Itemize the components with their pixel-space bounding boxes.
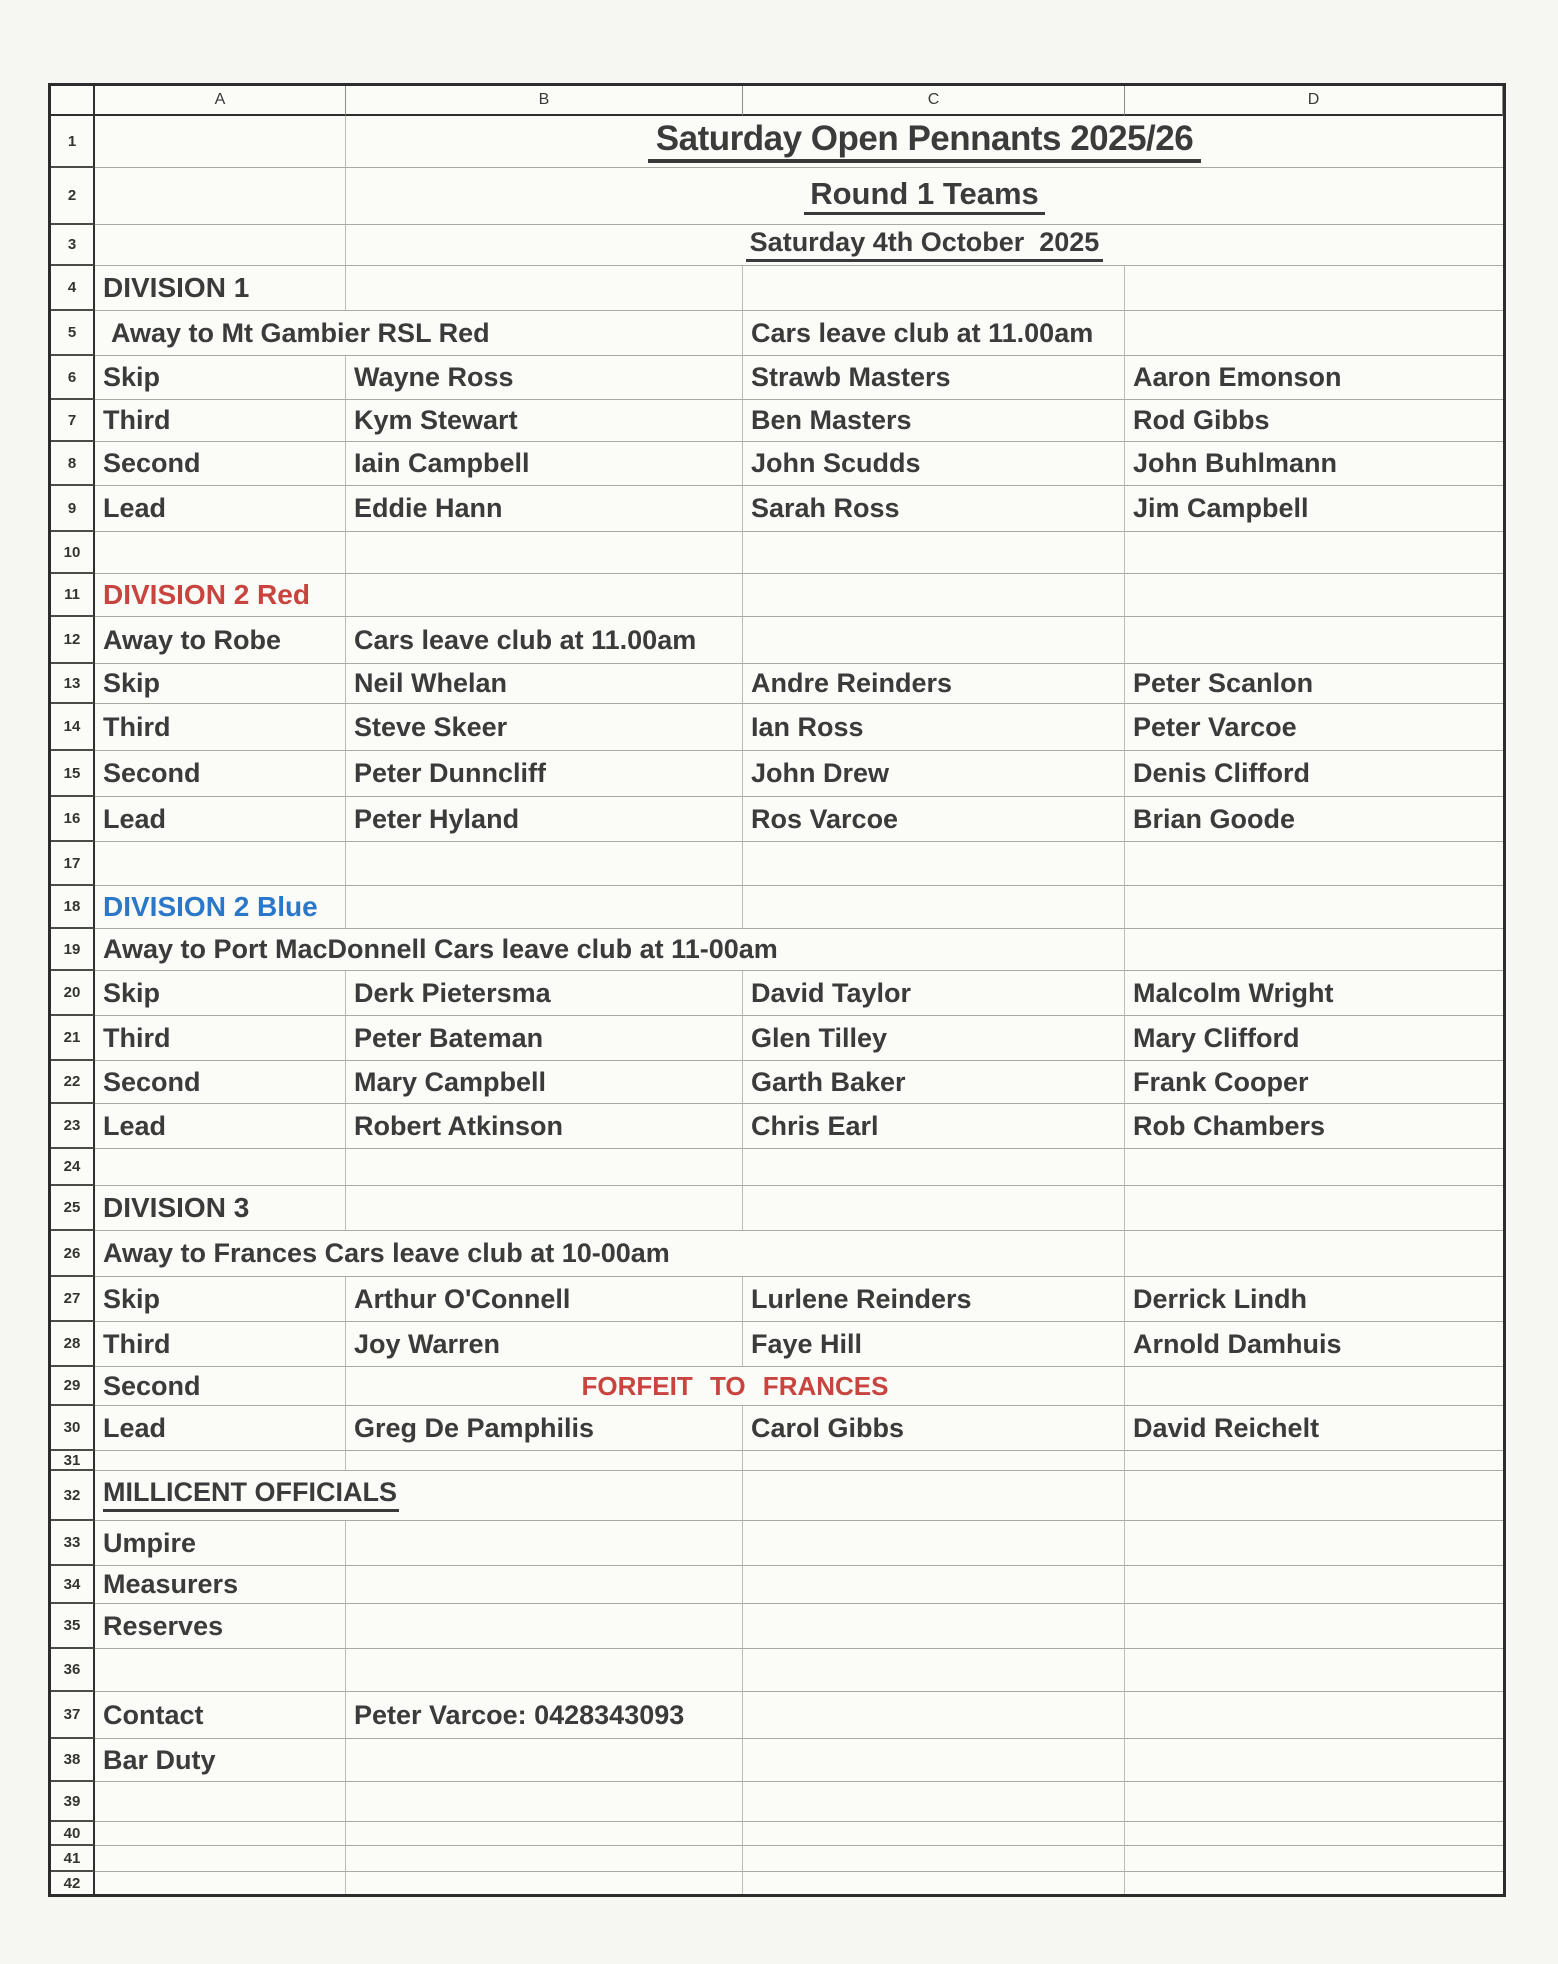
- player-cell: Frank Cooper: [1125, 1061, 1503, 1104]
- empty-cell: [1125, 929, 1503, 971]
- row-number: 29: [51, 1367, 95, 1406]
- player-cell: Derrick Lindh: [1125, 1277, 1503, 1322]
- spacer-row: [51, 842, 1503, 886]
- division2red-lead-row: [51, 797, 1503, 842]
- player-cell: Wayne Ross: [346, 356, 743, 400]
- corner-cell: [51, 86, 95, 116]
- empty-cell: [1125, 617, 1503, 664]
- empty-cell: [743, 266, 1125, 311]
- empty-cell: [1125, 1649, 1503, 1692]
- umpire-label: Umpire: [95, 1521, 346, 1566]
- empty-cell: [346, 1649, 743, 1692]
- player-cell: Derk Pietersma: [346, 971, 743, 1016]
- sheet-title-cell: [346, 116, 1503, 168]
- empty-cell: [95, 116, 346, 168]
- empty-cell: [346, 532, 743, 574]
- position-cell: Third: [95, 400, 346, 442]
- division2blue-skip-row: [51, 971, 1503, 1016]
- empty-cell: [743, 1872, 1125, 1894]
- spacer-row: [51, 532, 1503, 574]
- col-header-c: C: [743, 86, 1125, 116]
- row-number: 15: [51, 751, 95, 797]
- player-cell: Glen Tilley: [743, 1016, 1125, 1061]
- empty-cell: [1125, 842, 1503, 886]
- officials-heading: MILLICENT OFFICIALS: [103, 1479, 399, 1512]
- player-cell: Chris Earl: [743, 1104, 1125, 1149]
- row-number: 20: [51, 971, 95, 1016]
- round-row: [51, 168, 1503, 225]
- empty-cell: [743, 1604, 1125, 1649]
- empty-cell: [1125, 1782, 1503, 1822]
- division3-skip-row: [51, 1277, 1503, 1322]
- division3-travel-row: [51, 1231, 1503, 1277]
- col-header-a: A: [95, 86, 346, 116]
- row-number: 38: [51, 1739, 95, 1782]
- player-cell: Aaron Emonson: [1125, 356, 1503, 400]
- row-number: 24: [51, 1149, 95, 1186]
- row-number: 22: [51, 1061, 95, 1104]
- empty-cell: [346, 574, 743, 617]
- position-cell: Third: [95, 1016, 346, 1061]
- empty-cell: [1125, 266, 1503, 311]
- empty-cell: [743, 1521, 1125, 1566]
- player-cell: Peter Hyland: [346, 797, 743, 842]
- empty-cell: [1125, 1739, 1503, 1782]
- contact-label: Contact: [95, 1692, 346, 1739]
- row-number: 23: [51, 1104, 95, 1149]
- player-cell: Lurlene Reinders: [743, 1277, 1125, 1322]
- row-number: 31: [51, 1451, 95, 1471]
- position-cell: Lead: [95, 486, 346, 532]
- empty-cell: [1125, 574, 1503, 617]
- player-cell: Mary Clifford: [1125, 1016, 1503, 1061]
- player-cell: John Scudds: [743, 442, 1125, 486]
- empty-cell: [346, 1604, 743, 1649]
- row-number: 19: [51, 929, 95, 971]
- empty-cell: [346, 266, 743, 311]
- empty-cell: [95, 225, 346, 266]
- position-cell: Third: [95, 1322, 346, 1367]
- empty-cell: [1125, 886, 1503, 929]
- spreadsheet: [48, 83, 1506, 1897]
- bar-duty-row: [51, 1739, 1503, 1782]
- spacer-row: [51, 1782, 1503, 1822]
- row-number: 30: [51, 1406, 95, 1451]
- empty-cell: [1125, 1692, 1503, 1739]
- player-cell: Ian Ross: [743, 704, 1125, 751]
- empty-cell: [346, 1451, 743, 1471]
- empty-cell: [346, 1566, 743, 1604]
- empty-cell: [95, 1149, 346, 1186]
- player-cell: Iain Campbell: [346, 442, 743, 486]
- empty-cell: [1125, 1872, 1503, 1894]
- bar-duty-label: Bar Duty: [95, 1739, 346, 1782]
- empty-cell: [346, 1521, 743, 1566]
- position-cell: Lead: [95, 797, 346, 842]
- row-number: 27: [51, 1277, 95, 1322]
- row-number: 37: [51, 1692, 95, 1739]
- division2blue-away: Away to Port MacDonnell Cars leave club at 11-00am: [95, 929, 1125, 971]
- empty-cell: [95, 168, 346, 225]
- empty-cell: [1125, 1521, 1503, 1566]
- player-cell: Peter Bateman: [346, 1016, 743, 1061]
- empty-cell: [743, 532, 1125, 574]
- player-cell: David Taylor: [743, 971, 1125, 1016]
- division1-heading-row: [51, 266, 1503, 311]
- empty-cell: [1125, 1604, 1503, 1649]
- empty-cell: [743, 1451, 1125, 1471]
- row-number: 36: [51, 1649, 95, 1692]
- empty-cell: [1125, 1846, 1503, 1872]
- position-cell: Third: [95, 704, 346, 751]
- empty-cell: [346, 886, 743, 929]
- division1-third-row: [51, 400, 1503, 442]
- division2red-skip-row: [51, 664, 1503, 704]
- division2red-heading: DIVISION 2 Red: [95, 574, 346, 617]
- row-number: 26: [51, 1231, 95, 1277]
- date-cell: [346, 225, 1503, 266]
- row-number: 5: [51, 311, 95, 356]
- empty-cell: [95, 1822, 346, 1846]
- position-cell: Skip: [95, 1277, 346, 1322]
- empty-cell: [743, 1649, 1125, 1692]
- division1-cars: Cars leave club at 11.00am: [743, 311, 1125, 356]
- reserves-label: Reserves: [95, 1604, 346, 1649]
- empty-cell: [346, 1846, 743, 1872]
- player-cell: Eddie Hann: [346, 486, 743, 532]
- measurers-row: [51, 1566, 1503, 1604]
- player-cell: Ben Masters: [743, 400, 1125, 442]
- row-number: 14: [51, 704, 95, 751]
- empty-cell: [743, 617, 1125, 664]
- player-cell: Kym Stewart: [346, 400, 743, 442]
- forfeit-cell: [346, 1367, 1125, 1406]
- round-title: Round 1 Teams: [804, 178, 1045, 215]
- position-cell: Second: [95, 751, 346, 797]
- row-number: 32: [51, 1471, 95, 1521]
- empty-cell: [743, 1846, 1125, 1872]
- row-number: 7: [51, 400, 95, 442]
- date-row: [51, 225, 1503, 266]
- division1-travel-row: [51, 311, 1503, 356]
- empty-cell: [346, 1149, 743, 1186]
- player-cell: Strawb Masters: [743, 356, 1125, 400]
- position-cell: Skip: [95, 664, 346, 704]
- row-number: 1: [51, 116, 95, 168]
- division2blue-lead-row: [51, 1104, 1503, 1149]
- contact-row: [51, 1692, 1503, 1739]
- position-cell: Skip: [95, 356, 346, 400]
- row-number: 10: [51, 532, 95, 574]
- officials-heading-cell: [95, 1471, 743, 1521]
- row-number: 3: [51, 225, 95, 266]
- empty-cell: [743, 1149, 1125, 1186]
- date-text: Saturday 4th October 2025: [746, 229, 1104, 262]
- row-number: 12: [51, 617, 95, 664]
- player-cell: Steve Skeer: [346, 704, 743, 751]
- empty-cell: [95, 1649, 346, 1692]
- spacer-row: [51, 1649, 1503, 1692]
- player-cell: Greg De Pamphilis: [346, 1406, 743, 1451]
- division1-lead-row: [51, 486, 1503, 532]
- division2blue-heading: DIVISION 2 Blue: [95, 886, 346, 929]
- player-cell: Peter Dunncliff: [346, 751, 743, 797]
- division2blue-travel-row: [51, 929, 1503, 971]
- empty-cell: [95, 1451, 346, 1471]
- row-number: 35: [51, 1604, 95, 1649]
- row-number: 28: [51, 1322, 95, 1367]
- umpire-row: [51, 1521, 1503, 1566]
- row-number: 11: [51, 574, 95, 617]
- spacer-row: [51, 1822, 1503, 1846]
- player-cell: Sarah Ross: [743, 486, 1125, 532]
- empty-cell: [346, 1186, 743, 1231]
- row-number: 21: [51, 1016, 95, 1061]
- player-cell: Rod Gibbs: [1125, 400, 1503, 442]
- position-cell: Skip: [95, 971, 346, 1016]
- spacer-row: [51, 1872, 1503, 1894]
- forfeit-text: FORFEIT TO FRANCES: [581, 1371, 889, 1401]
- division1-second-row: [51, 442, 1503, 486]
- empty-cell: [743, 574, 1125, 617]
- empty-cell: [743, 1739, 1125, 1782]
- player-cell: Peter Varcoe: [1125, 704, 1503, 751]
- empty-cell: [1125, 1149, 1503, 1186]
- division2red-cars: Cars leave club at 11.00am: [346, 617, 743, 664]
- empty-cell: [1125, 311, 1503, 356]
- empty-cell: [95, 1846, 346, 1872]
- empty-cell: [1125, 1822, 1503, 1846]
- division2red-heading-row: [51, 574, 1503, 617]
- row-number: 33: [51, 1521, 95, 1566]
- row-number: 40: [51, 1822, 95, 1846]
- position-cell: Second: [95, 1367, 346, 1406]
- empty-cell: [743, 1782, 1125, 1822]
- empty-cell: [743, 1692, 1125, 1739]
- empty-cell: [95, 1782, 346, 1822]
- empty-cell: [346, 1822, 743, 1846]
- player-cell: Garth Baker: [743, 1061, 1125, 1104]
- division2red-second-row: [51, 751, 1503, 797]
- player-cell: Rob Chambers: [1125, 1104, 1503, 1149]
- spacer-row: [51, 1149, 1503, 1186]
- empty-cell: [346, 1739, 743, 1782]
- division2blue-second-row: [51, 1061, 1503, 1104]
- row-number: 34: [51, 1566, 95, 1604]
- division3-second-row: [51, 1367, 1503, 1406]
- player-cell: David Reichelt: [1125, 1406, 1503, 1451]
- sheet-title: Saturday Open Pennants 2025/26: [648, 121, 1201, 163]
- empty-cell: [743, 1186, 1125, 1231]
- player-cell: Ros Varcoe: [743, 797, 1125, 842]
- division2red-third-row: [51, 704, 1503, 751]
- column-header-row: [51, 86, 1503, 116]
- division3-third-row: [51, 1322, 1503, 1367]
- division2blue-heading-row: [51, 886, 1503, 929]
- division1-heading: DIVISION 1: [95, 266, 346, 311]
- player-cell: Faye Hill: [743, 1322, 1125, 1367]
- round-title-cell: [346, 168, 1503, 225]
- player-cell: Mary Campbell: [346, 1061, 743, 1104]
- player-cell: Malcolm Wright: [1125, 971, 1503, 1016]
- row-number: 18: [51, 886, 95, 929]
- row-number: 39: [51, 1782, 95, 1822]
- player-cell: Brian Goode: [1125, 797, 1503, 842]
- empty-cell: [1125, 532, 1503, 574]
- division3-heading: DIVISION 3: [95, 1186, 346, 1231]
- division3-away: Away to Frances Cars leave club at 10-00am: [95, 1231, 1125, 1277]
- contact-value: Peter Varcoe: 0428343093: [346, 1692, 743, 1739]
- position-cell: Lead: [95, 1406, 346, 1451]
- division2red-away: Away to Robe: [95, 617, 346, 664]
- player-cell: Arthur O'Connell: [346, 1277, 743, 1322]
- player-cell: Denis Clifford: [1125, 751, 1503, 797]
- empty-cell: [346, 842, 743, 886]
- empty-cell: [95, 842, 346, 886]
- empty-cell: [1125, 1451, 1503, 1471]
- division3-lead-row: [51, 1406, 1503, 1451]
- division2red-travel-row: [51, 617, 1503, 664]
- empty-cell: [346, 1872, 743, 1894]
- division1-away: Away to Mt Gambier RSL Red: [95, 311, 743, 356]
- empty-cell: [1125, 1566, 1503, 1604]
- row-number: 9: [51, 486, 95, 532]
- player-cell: Peter Scanlon: [1125, 664, 1503, 704]
- empty-cell: [743, 1822, 1125, 1846]
- row-number: 41: [51, 1846, 95, 1872]
- empty-cell: [1125, 1231, 1503, 1277]
- spacer-row: [51, 1846, 1503, 1872]
- row-number: 6: [51, 356, 95, 400]
- player-cell: Jim Campbell: [1125, 486, 1503, 532]
- spacer-row: [51, 1451, 1503, 1471]
- empty-cell: [743, 842, 1125, 886]
- empty-cell: [743, 1471, 1125, 1521]
- reserves-row: [51, 1604, 1503, 1649]
- player-cell: Neil Whelan: [346, 664, 743, 704]
- col-header-b: B: [346, 86, 743, 116]
- division3-heading-row: [51, 1186, 1503, 1231]
- row-number: 8: [51, 442, 95, 486]
- division1-skip-row: [51, 356, 1503, 400]
- empty-cell: [1125, 1471, 1503, 1521]
- position-cell: Second: [95, 442, 346, 486]
- measurers-label: Measurers: [95, 1566, 346, 1604]
- row-number: 13: [51, 664, 95, 704]
- empty-cell: [743, 1566, 1125, 1604]
- player-cell: Arnold Damhuis: [1125, 1322, 1503, 1367]
- officials-heading-row: [51, 1471, 1503, 1521]
- row-number: 4: [51, 266, 95, 311]
- row-number: 42: [51, 1872, 95, 1894]
- player-cell: John Drew: [743, 751, 1125, 797]
- position-cell: Lead: [95, 1104, 346, 1149]
- empty-cell: [346, 1782, 743, 1822]
- player-cell: Andre Reinders: [743, 664, 1125, 704]
- division2blue-third-row: [51, 1016, 1503, 1061]
- player-cell: Joy Warren: [346, 1322, 743, 1367]
- position-cell: Second: [95, 1061, 346, 1104]
- row-number: 25: [51, 1186, 95, 1231]
- player-cell: John Buhlmann: [1125, 442, 1503, 486]
- col-header-d: D: [1125, 86, 1503, 116]
- empty-cell: [1125, 1186, 1503, 1231]
- empty-cell: [95, 1872, 346, 1894]
- empty-cell: [1125, 1367, 1503, 1406]
- player-cell: Carol Gibbs: [743, 1406, 1125, 1451]
- player-cell: Robert Atkinson: [346, 1104, 743, 1149]
- title-row: [51, 116, 1503, 168]
- empty-cell: [95, 532, 346, 574]
- row-number: 16: [51, 797, 95, 842]
- row-number: 17: [51, 842, 95, 886]
- row-number: 2: [51, 168, 95, 225]
- empty-cell: [743, 886, 1125, 929]
